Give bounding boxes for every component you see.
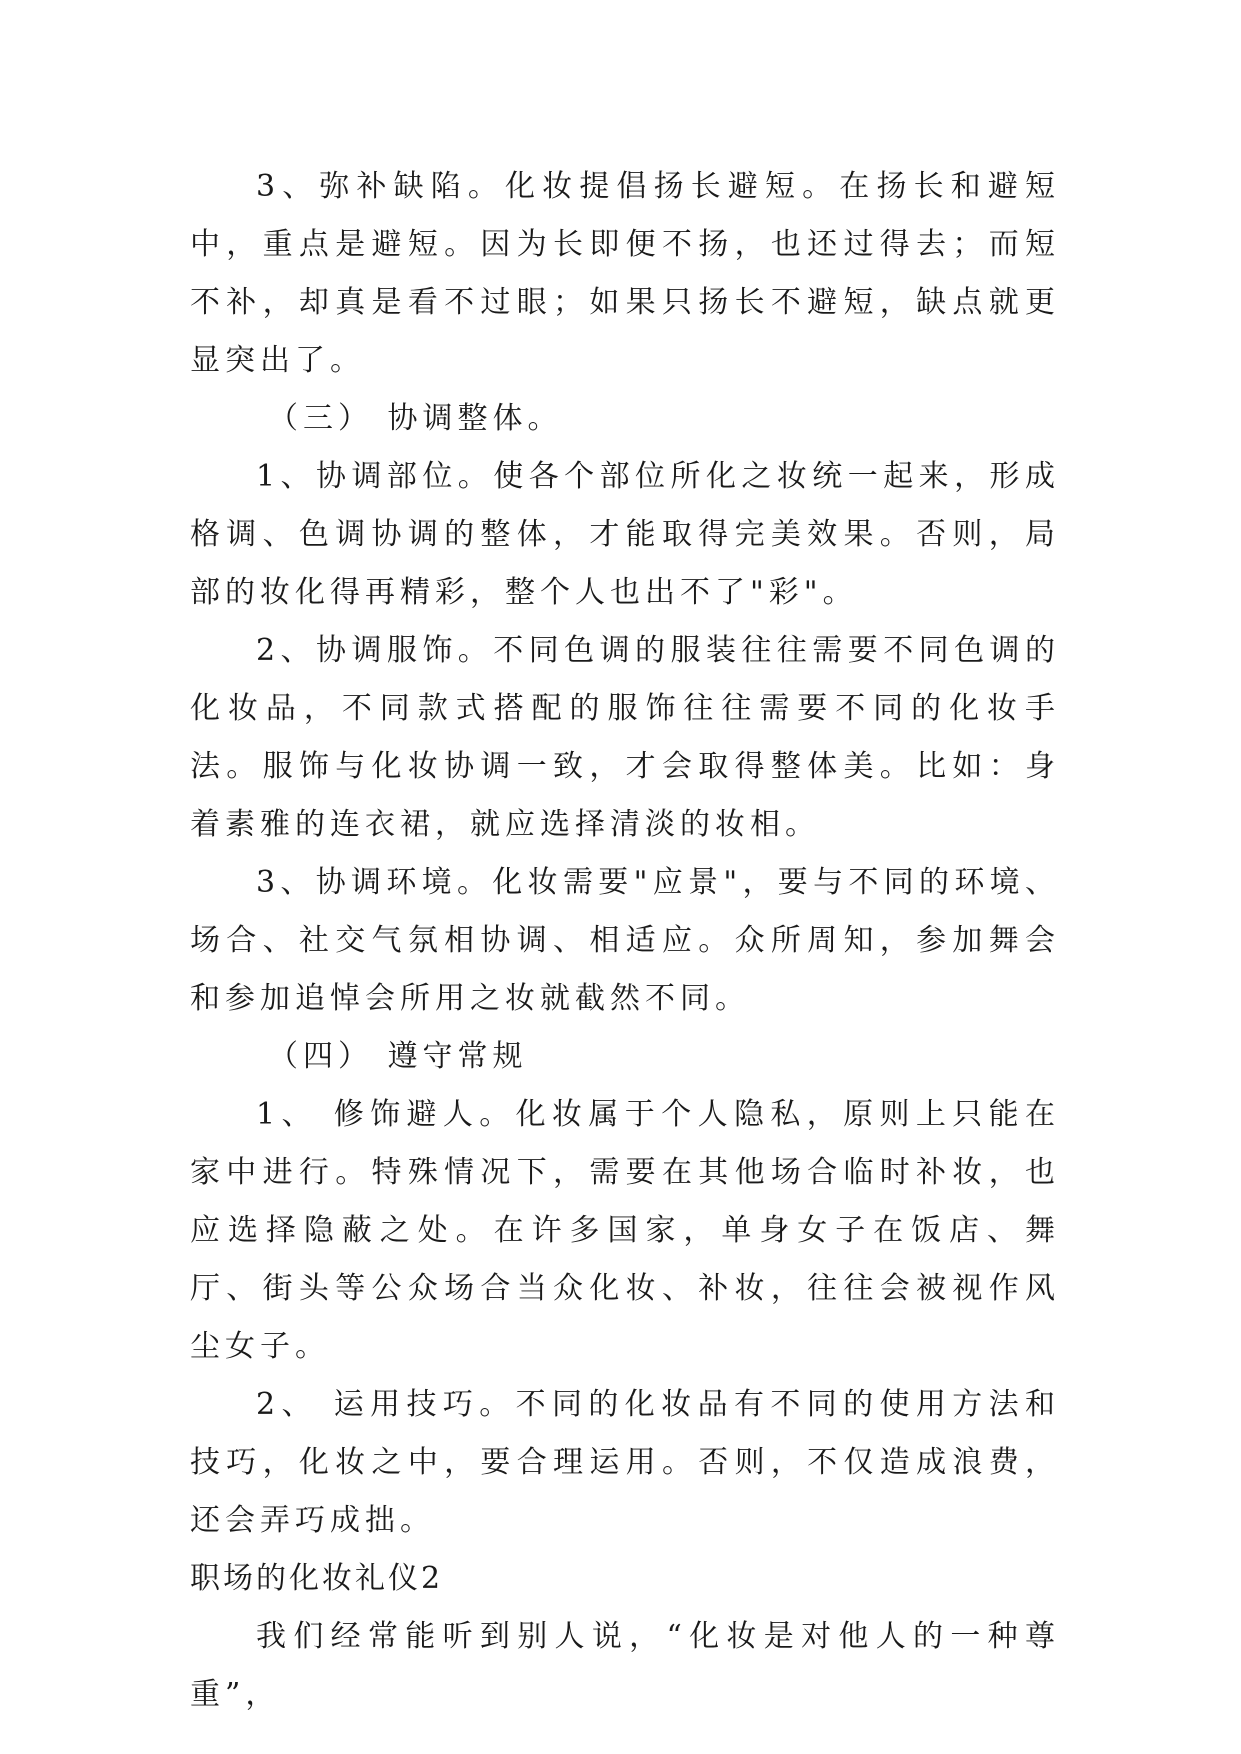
paragraph-remedy-defects: 3、弥补缺陷。化妆提倡扬长避短。在扬长和避短中，重点是避短。因为长即便不扬，也还过得去；而短不补，却真是看不过眼；如果只扬长不避短，缺点就更显突出了。 — [190, 169, 1060, 378]
paragraph-coordinate-parts: 1、协调部位。使各个部位所化之妆统一起来，形成格调、色调协调的整体，才能取得完美效果。否则，局部的妆化得再精彩，整个人也出不了"彩"。 — [190, 459, 1060, 610]
paragraph-avoid-others: 1、 修饰避人。化妆属于个人隐私，原则上只能在家中进行。特殊情况下，需要在其他场合临时补妆，也应选择隐蔽之处。在许多国家，单身女子在饭店、舞厅、街头等公众场合当众化妆、补妆，往往会被视作风尘女子。 — [190, 1097, 1060, 1364]
section-heading-coordinate-whole: （三） 协调整体。 — [268, 401, 563, 436]
section-heading-follow-conventions: （四） 遵守常规 — [268, 1039, 528, 1074]
paragraph-coordinate-clothing: 2、协调服饰。不同色调的服装往往需要不同色调的化妆品，不同款式搭配的服饰往往需要不同的化妆手法。服饰与化妆协调一致，才会取得整体美。比如：身着素雅的连衣裙，就应选择清淡的妆相。 — [190, 633, 1060, 842]
document-page — [190, 158, 1060, 1724]
paragraph-coordinate-environment: 3、协调环境。化妆需要"应景"，要与不同的环境、场合、社交气氛相协调、相适应。众所周知，参加舞会和参加追悼会所用之妆就截然不同。 — [190, 865, 1060, 1016]
article-title: 职场的化妆礼仪2 — [190, 1561, 444, 1596]
paragraph-intro: 我们经常能听到别人说，“化妆是对他人的一种尊重”， — [190, 1619, 1060, 1712]
paragraph-use-techniques: 2、 运用技巧。不同的化妆品有不同的使用方法和技巧，化妆之中，要合理运用。否则，不仅造成浪费，还会弄巧成拙。 — [190, 1387, 1060, 1538]
